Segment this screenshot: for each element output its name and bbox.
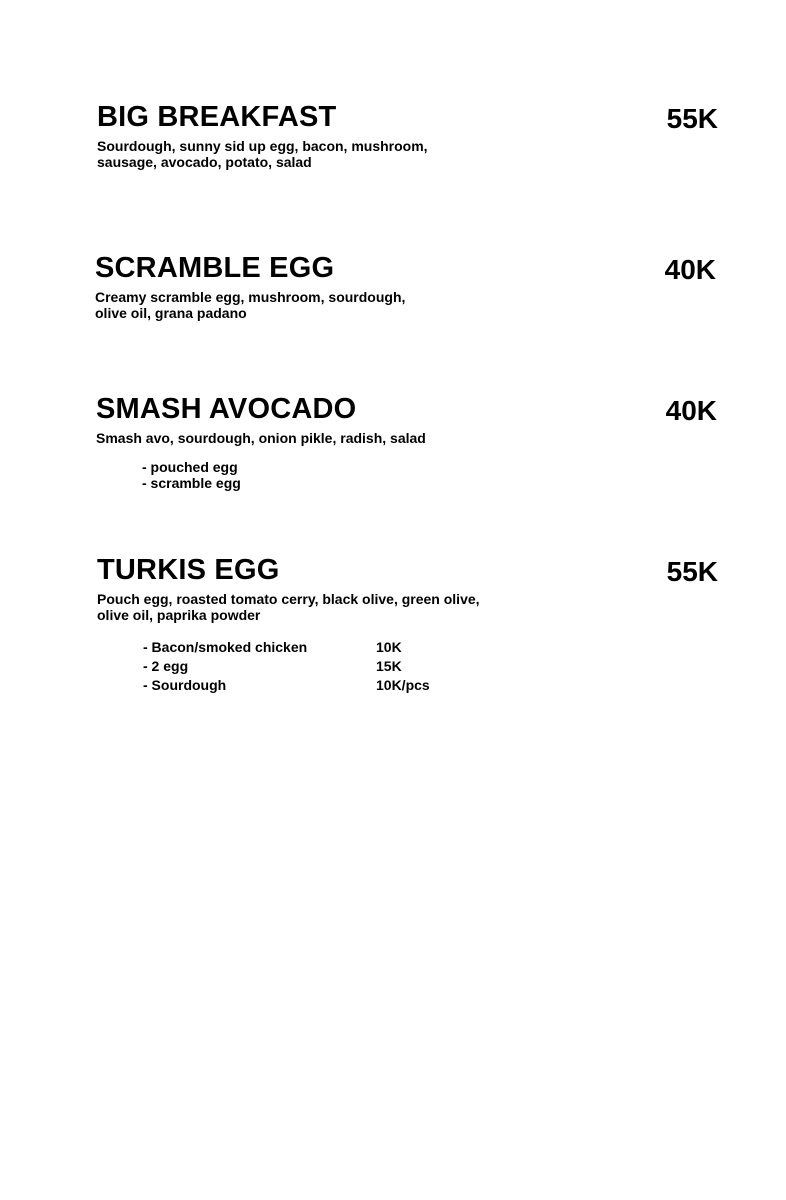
option-label: - Bacon/smoked chicken [143, 639, 308, 655]
option-price: 10K [376, 639, 402, 655]
option-label: - pouched egg [142, 459, 238, 475]
description-line: Smash avo, sourdough, onion pikle, radish, salad [96, 430, 426, 446]
description-line: olive oil, paprika powder [97, 607, 261, 623]
item-name: SMASH AVOCADO [96, 393, 357, 425]
description-line: Sourdough, sunny sid up egg, bacon, mushroom, [97, 138, 428, 154]
item-name: BIG BREAKFAST [97, 101, 337, 133]
item-price: 40K [665, 395, 717, 426]
item-options [143, 638, 430, 695]
option-row [143, 657, 430, 676]
item-name: SCRAMBLE EGG [95, 252, 335, 284]
description-line: sausage, avocado, potato, salad [97, 154, 312, 170]
option-price: 15K [376, 658, 402, 674]
item-price: 40K [664, 254, 716, 285]
item-options [142, 458, 375, 493]
option-row [142, 474, 375, 493]
option-label: - scramble egg [142, 475, 241, 491]
description-line: Pouch egg, roasted tomato cerry, black olive, green olive, [97, 591, 480, 607]
option-label: - 2 egg [143, 658, 189, 674]
item-description [96, 430, 566, 446]
option-label: - Sourdough [143, 677, 227, 693]
option-row [143, 676, 430, 695]
option-row [143, 638, 430, 657]
description-line: Creamy scramble egg, mushroom, sourdough, [95, 289, 406, 305]
item-price: 55K [666, 103, 718, 134]
item-description [95, 289, 565, 321]
description-line: olive oil, grana padano [95, 305, 247, 321]
item-description [97, 138, 567, 170]
item-price: 55K [666, 556, 718, 587]
option-price: 10K/pcs [376, 677, 430, 693]
item-name: TURKIS EGG [97, 554, 280, 586]
item-description [97, 591, 567, 623]
